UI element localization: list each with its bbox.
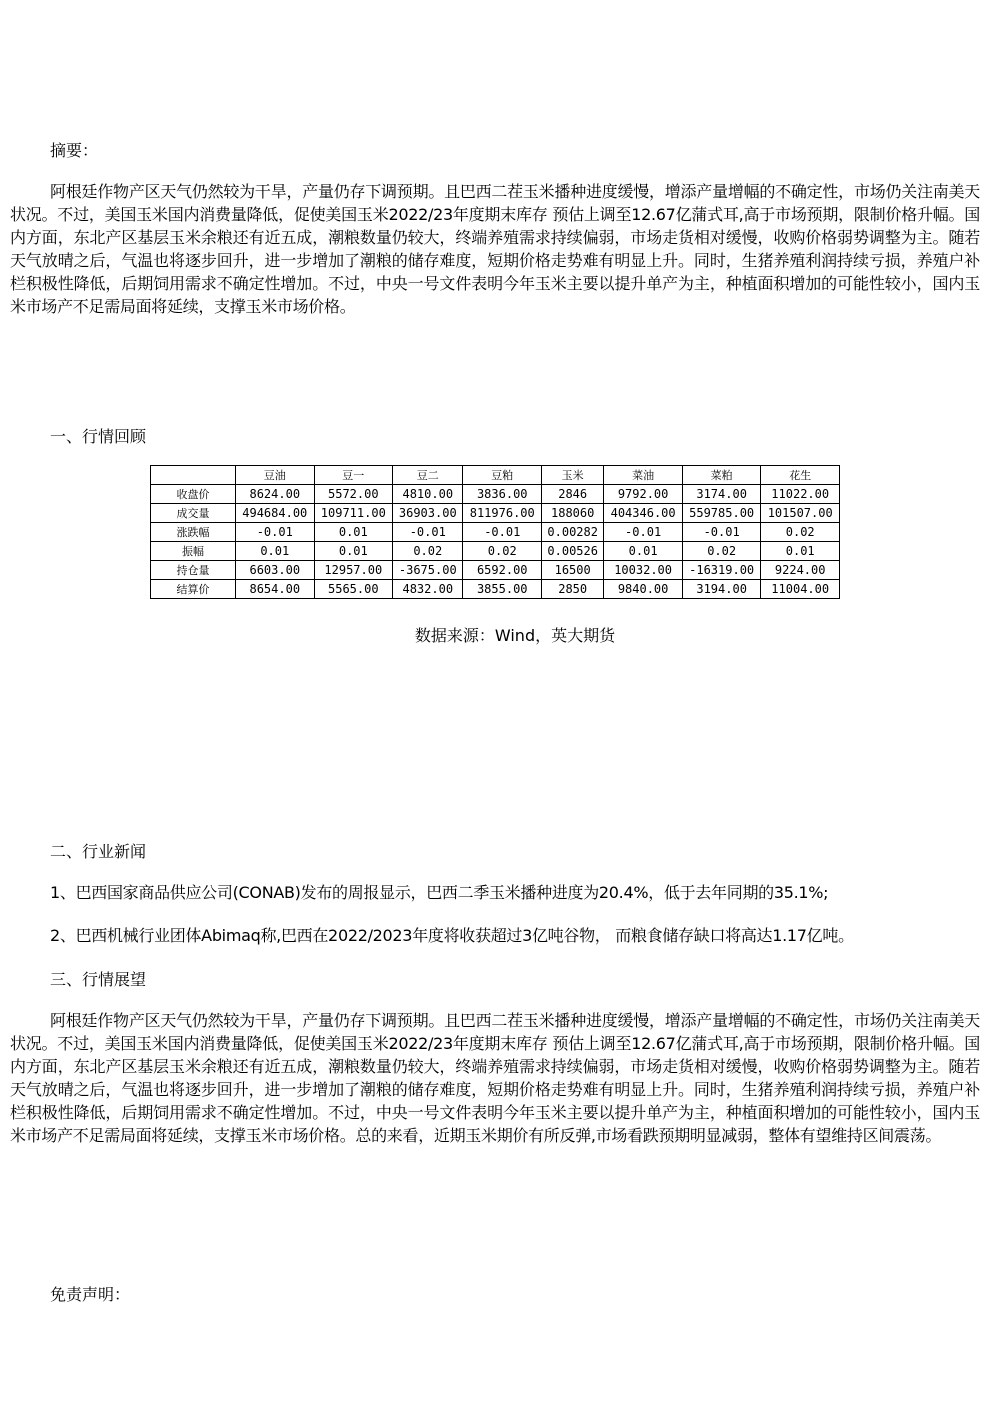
review-heading: 一、行情回顾: [50, 427, 147, 446]
table-row-label: 收盘价: [151, 485, 236, 504]
table-header-cell: [151, 466, 236, 485]
table-cell: 6603.00: [236, 561, 315, 580]
table-cell: 0.00526: [542, 542, 604, 561]
table-header-cell: 菜粕: [682, 466, 761, 485]
outlook-heading: 三、行情展望: [50, 970, 147, 989]
table-row-label: 振幅: [151, 542, 236, 561]
table-cell: 811976.00: [463, 504, 542, 523]
table-cell: 0.01: [314, 523, 393, 542]
data-source-caption: 数据来源：Wind，英大期货: [414, 626, 616, 645]
table-cell: 3174.00: [682, 485, 761, 504]
market-table: [150, 465, 840, 599]
summary-heading: 摘要：: [50, 141, 99, 160]
table-cell: 5565.00: [314, 580, 393, 599]
table-cell: 10032.00: [604, 561, 683, 580]
table-cell: 6592.00: [463, 561, 542, 580]
table-cell: 0.01: [236, 542, 315, 561]
table-row-label: 持仓量: [151, 561, 236, 580]
table-cell: -0.01: [604, 523, 683, 542]
table-cell: -16319.00: [682, 561, 761, 580]
table-cell: 5572.00: [314, 485, 393, 504]
table-cell: 0.02: [463, 542, 542, 561]
table-cell: 0.01: [604, 542, 683, 561]
table-cell: -0.01: [393, 523, 463, 542]
table-cell: 2846: [542, 485, 604, 504]
table-cell: 404346.00: [604, 504, 683, 523]
table-row-label: 涨跌幅: [151, 523, 236, 542]
table-cell: 3194.00: [682, 580, 761, 599]
outlook-paragraph: 阿根廷作物产区天气仍然较为干旱，产量仍存下调预期。且巴西二茬玉米播种进度缓慢，增添产量增幅的不确定性，市场仍关注南美天状况。不过，美国玉米国内消费量降低，促使美国玉米2022/23年度期末库存 预估上调至12.67亿蒲式耳,高于市场预期，限制价格升幅。国内方面，东北产区基层玉米余粮还有近五成，潮粮数量仍较大，终端养殖需求持续偏弱，市场走货相对缓慢，收购价格弱势调整为主。随若天气放晴之后，气温也将逐步回升，进一步增加了潮粮的储存难度，短期价格走势难有明显上升。同时，生猪养殖利润持续亏损，养殖户补栏积极性降低，后期饲用需求不确定性增加。不过，中央一号文件表明今年玉米主要以提升单产为主，种植面积增加的可能性较小，国内玉米市场产不足需局面将延续，支撑玉米市场价格。总的来看，近期玉米期价有所反弹,市场看跌预期明显减弱，整体有望维持区间震荡。: [10, 1011, 980, 1145]
table-row: [151, 523, 840, 542]
table-cell: 4810.00: [393, 485, 463, 504]
table-row: [151, 580, 840, 599]
table-cell: 11004.00: [761, 580, 840, 599]
table-cell: 8654.00: [236, 580, 315, 599]
table-cell: 188060: [542, 504, 604, 523]
table-cell: 559785.00: [682, 504, 761, 523]
table-header-cell: 菜油: [604, 466, 683, 485]
table-cell: 0.00282: [542, 523, 604, 542]
table-header-row: [151, 466, 840, 485]
table-cell: 0.02: [393, 542, 463, 561]
disclaimer-heading: 免责声明：: [50, 1285, 131, 1304]
table-cell: 0.01: [314, 542, 393, 561]
news-item-1: 1、巴西国家商品供应公司(CONAB)发布的周报显示，巴西二季玉米播种进度为20.4%，低于去年同期的35.1%;: [50, 883, 829, 902]
news-heading: 二、行业新闻: [50, 842, 147, 861]
table-cell: 494684.00: [236, 504, 315, 523]
table-header-cell: 玉米: [542, 466, 604, 485]
table-cell: 0.01: [761, 542, 840, 561]
table-cell: -3675.00: [393, 561, 463, 580]
table-cell: 0.02: [682, 542, 761, 561]
table-cell: 11022.00: [761, 485, 840, 504]
table-row: [151, 504, 840, 523]
table-row-label: 结算价: [151, 580, 236, 599]
table-row: [151, 561, 840, 580]
table-cell: 3836.00: [463, 485, 542, 504]
table-header-cell: 豆粕: [463, 466, 542, 485]
table-row-label: 成交量: [151, 504, 236, 523]
news-item-2: 2、巴西机械行业团体Abimaq称,巴西在2022/2023年度将收获超过3亿吨谷物， 而粮食储存缺口将高达1.17亿吨。: [50, 926, 854, 945]
table-cell: 8624.00: [236, 485, 315, 504]
table-cell: 0.02: [761, 523, 840, 542]
table-header-cell: 花生: [761, 466, 840, 485]
table-cell: 36903.00: [393, 504, 463, 523]
table-cell: 9840.00: [604, 580, 683, 599]
table-cell: 9792.00: [604, 485, 683, 504]
table-cell: 101507.00: [761, 504, 840, 523]
table-cell: 12957.00: [314, 561, 393, 580]
table-cell: -0.01: [463, 523, 542, 542]
table-cell: -0.01: [236, 523, 315, 542]
table-cell: 9224.00: [761, 561, 840, 580]
table-cell: 109711.00: [314, 504, 393, 523]
table-row: [151, 542, 840, 561]
table-header-cell: 豆二: [393, 466, 463, 485]
table-row: [151, 485, 840, 504]
table-cell: 4832.00: [393, 580, 463, 599]
table-header-cell: 豆一: [314, 466, 393, 485]
table-cell: 16500: [542, 561, 604, 580]
table-header-cell: 豆油: [236, 466, 315, 485]
table-cell: -0.01: [682, 523, 761, 542]
table-cell: 3855.00: [463, 580, 542, 599]
summary-paragraph: 阿根廷作物产区天气仍然较为干旱，产量仍存下调预期。且巴西二茬玉米播种进度缓慢，增添产量增幅的不确定性，市场仍关注南美天状况。不过，美国玉米国内消费量降低，促使美国玉米2022/23年度期末库存 预估上调至12.67亿蒲式耳,高于市场预期，限制价格升幅。国内方面，东北产区基层玉米余粮还有近五成，潮粮数量仍较大，终端养殖需求持续偏弱，市场走货相对缓慢，收购价格弱势调整为主。随若天气放晴之后，气温也将逐步回升，进一步增加了潮粮的储存难度，短期价格走势难有明显上升。同时，生猪养殖利润持续亏损，养殖户补栏积极性降低，后期饲用需求不确定性增加。不过，中央一号文件表明今年玉米主要以提升单产为主，种植面积增加的可能性较小，国内玉米市场产不足需局面将延续，支撑玉米市场价格。: [10, 182, 980, 316]
table-cell: 2850: [542, 580, 604, 599]
